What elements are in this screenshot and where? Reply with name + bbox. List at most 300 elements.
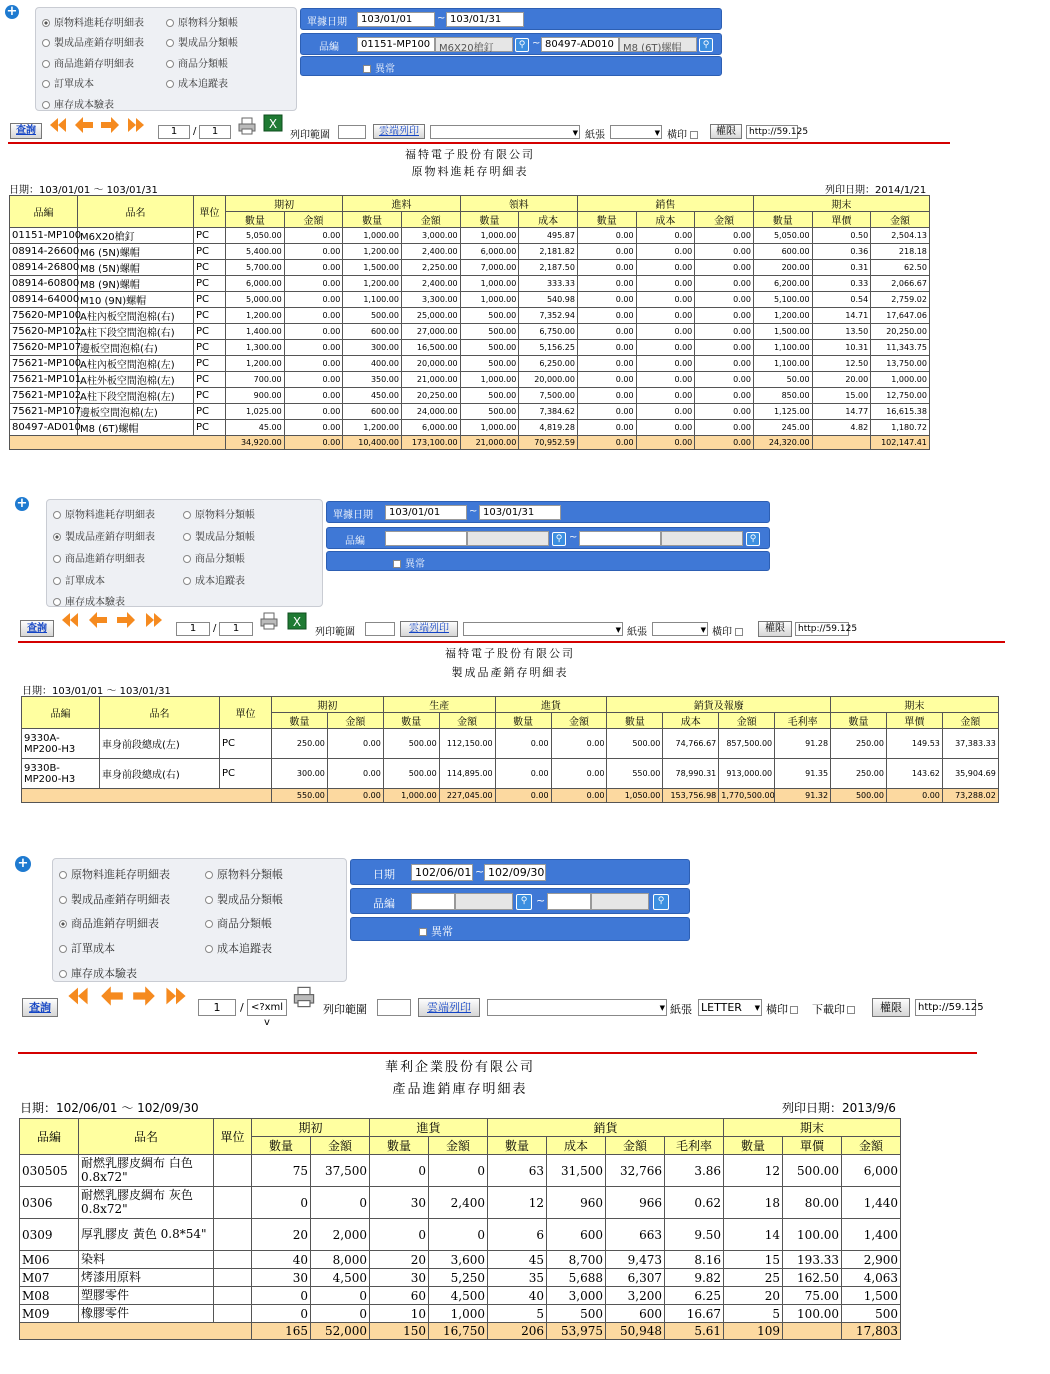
value-cell: 0.00 [577, 340, 636, 356]
value-cell: 2,504.13 [871, 228, 930, 244]
value-cell: 91.28 [775, 729, 831, 759]
unit-cell: PC [194, 388, 226, 404]
value-cell: 63 [488, 1155, 547, 1187]
radio-option[interactable]: 商品進銷存明細表 [53, 550, 145, 565]
query-button[interactable]: 查詢 [22, 998, 58, 1017]
item-no-cell: 08914-26600 [10, 244, 78, 260]
value-cell: 16.67 [665, 1305, 724, 1323]
report-table [21, 696, 999, 803]
value-cell: 2,187.50 [519, 260, 578, 276]
value-cell: 250.00 [831, 729, 887, 759]
print-range-input[interactable] [338, 125, 366, 139]
radio-option[interactable]: 原物料進耗存明細表 [53, 506, 155, 521]
item-no-cell: 9330A-MP200-H3 [22, 729, 100, 759]
radio-option[interactable]: 製成品產銷存明細表 [42, 34, 144, 49]
date-from-input[interactable]: 102/06/01 [411, 864, 473, 881]
download-print-option[interactable]: 下載印 [812, 1001, 859, 1017]
total-cell: 73,288.02 [942, 789, 998, 803]
header-sub: 成本 [547, 1137, 606, 1155]
value-cell: 5 [724, 1305, 783, 1323]
radio-button[interactable] [183, 533, 191, 541]
table-row [20, 1269, 901, 1287]
radio-button[interactable] [59, 871, 67, 879]
value-cell: 10.31 [812, 340, 871, 356]
value-cell: 40 [488, 1287, 547, 1305]
radio-option[interactable]: 製成品分類帳 [205, 891, 283, 907]
radio-button[interactable] [59, 970, 67, 978]
search-icon[interactable]: ⚲ [515, 38, 529, 52]
radio-button[interactable] [205, 871, 213, 879]
unit-cell: PC [194, 244, 226, 260]
table-row [10, 228, 930, 244]
radio-option[interactable]: 製成品產銷存明細表 [59, 891, 170, 907]
current-page-input[interactable]: 1 [176, 622, 210, 636]
radio-option[interactable]: 商品分類帳 [205, 915, 272, 931]
header-group: 生產 [383, 697, 495, 713]
value-cell: 78,990.31 [663, 759, 719, 789]
next-page-icon[interactable] [100, 117, 120, 133]
radio-option[interactable]: 訂單成本 [59, 940, 115, 956]
page-separator: / [213, 623, 217, 634]
value-cell: 0 [429, 1155, 488, 1187]
header-group: 進貨 [495, 697, 607, 713]
header-group: 銷售 [577, 196, 753, 212]
value-cell: 4,500 [311, 1269, 370, 1287]
table-row [10, 372, 930, 388]
radio-option[interactable]: 製成品分類帳 [183, 528, 255, 543]
header-group: 期初 [252, 1119, 370, 1137]
value-cell: 500.00 [460, 388, 519, 404]
add-icon[interactable]: + [15, 856, 31, 872]
url-input[interactable]: http://59.125 [915, 999, 976, 1016]
report-type-panel [46, 499, 323, 607]
value-cell: 600.00 [753, 244, 812, 260]
header-group: 期初 [272, 697, 384, 713]
radio-option[interactable]: 庫存成本驗表 [53, 593, 125, 608]
radio-button[interactable] [205, 920, 213, 928]
header-sub: 金額 [284, 212, 343, 228]
abnormal-option[interactable]: 異常 [363, 60, 395, 75]
total-row [10, 436, 930, 450]
value-cell: 100.00 [783, 1219, 842, 1251]
landscape-option[interactable]: 橫印 [667, 126, 702, 141]
value-cell: 1,000 [429, 1305, 488, 1323]
value-cell: 0.00 [695, 324, 754, 340]
unit-cell [214, 1219, 252, 1251]
value-cell: 5,400.00 [226, 244, 285, 260]
total-cell: 52,000 [311, 1323, 370, 1340]
value-cell: 0 [311, 1305, 370, 1323]
total-cell: 21,000.00 [460, 436, 519, 450]
abnormal-option[interactable]: 異常 [419, 923, 453, 939]
value-cell: 1,440 [842, 1187, 901, 1219]
value-cell: 0.00 [577, 404, 636, 420]
item-no-cell: 030505 [20, 1155, 79, 1187]
header-sub: 數量 [577, 212, 636, 228]
value-cell: 0.00 [577, 324, 636, 340]
value-cell: 6,000.00 [401, 420, 460, 436]
next-page-icon[interactable] [132, 986, 156, 1006]
radio-button[interactable] [183, 555, 191, 563]
download-print-checkbox[interactable] [847, 1006, 855, 1014]
radio-option[interactable]: 庫存成本驗表 [42, 96, 114, 111]
value-cell: 0.00 [284, 404, 343, 420]
radio-option[interactable]: 成本追蹤表 [166, 75, 228, 90]
prev-page-icon[interactable] [88, 612, 108, 628]
cloud-print-button[interactable]: 雲端列印 [418, 998, 480, 1017]
landscape-checkbox[interactable] [790, 1006, 798, 1014]
item-no-cell: 08914-64000 [10, 292, 78, 308]
radio-button[interactable] [166, 39, 174, 47]
radio-button[interactable] [205, 896, 213, 904]
prev-page-icon[interactable] [100, 986, 124, 1006]
value-cell: 1,400.00 [226, 324, 285, 340]
radio-option[interactable]: 商品分類帳 [183, 550, 245, 565]
unit-cell: PC [220, 759, 272, 789]
value-cell: 0 [252, 1305, 311, 1323]
value-cell: 0 [311, 1187, 370, 1219]
total-cell: 0.00 [284, 436, 343, 450]
printer-select[interactable] [430, 125, 580, 139]
search-icon[interactable]: ⚲ [552, 532, 566, 546]
paper-label: 紙張 [585, 130, 605, 141]
radio-option[interactable]: 原物料進耗存明細表 [42, 14, 144, 29]
item-from-input[interactable] [411, 893, 455, 910]
item-to-input[interactable] [579, 531, 661, 546]
unit-cell [214, 1305, 252, 1323]
date-to-input[interactable]: 103/01/31 [479, 505, 561, 520]
paper-select[interactable] [610, 125, 662, 139]
paper-select[interactable]: LETTER ▼ [698, 999, 762, 1016]
item-to-input[interactable]: 80497-AD010 [541, 37, 619, 52]
total-row [22, 789, 999, 803]
value-cell: 1,500.00 [343, 260, 402, 276]
printer-icon[interactable] [259, 612, 279, 633]
value-cell: 1,000.00 [460, 228, 519, 244]
value-cell: 2,250.00 [401, 260, 460, 276]
value-cell: 6,000.00 [460, 244, 519, 260]
value-cell: 1,000.00 [460, 276, 519, 292]
value-cell: 550.00 [607, 759, 663, 789]
paper-select[interactable] [652, 622, 708, 636]
add-icon[interactable]: + [6, 4, 18, 19]
landscape-option[interactable]: 橫印 [766, 1001, 802, 1017]
print-range-input[interactable] [365, 622, 395, 636]
query-button[interactable]: 查詢 [20, 620, 54, 637]
landscape-checkbox[interactable] [690, 131, 698, 139]
current-page-input[interactable]: 1 [158, 125, 190, 139]
table-row [10, 292, 930, 308]
value-cell: 6,307 [606, 1269, 665, 1287]
url-input[interactable]: http://59.125 [795, 622, 849, 636]
radio-option[interactable]: 製成品分類帳 [166, 34, 238, 49]
radio-button[interactable] [205, 945, 213, 953]
value-cell: 31,500 [547, 1155, 606, 1187]
value-cell: 45 [488, 1251, 547, 1269]
value-cell: 1,125.00 [753, 404, 812, 420]
radio-option[interactable]: 成本追蹤表 [183, 572, 245, 587]
unit-cell: PC [194, 276, 226, 292]
value-cell: 6,750.00 [519, 324, 578, 340]
header-sub: 金額 [429, 1137, 488, 1155]
date-from-input[interactable]: 103/01/01 [385, 505, 467, 520]
divider-line [18, 641, 1005, 643]
value-cell: 0.00 [284, 228, 343, 244]
header-sub: 數量 [460, 212, 519, 228]
radio-button[interactable] [166, 60, 174, 68]
header-group: 進貨 [370, 1119, 488, 1137]
header-sub: 數量 [753, 212, 812, 228]
total-cell: 102,147.41 [871, 436, 930, 450]
cloud-print-button[interactable]: 雲端列印 [373, 124, 425, 139]
radio-button[interactable] [53, 511, 61, 519]
item-filter-row [300, 33, 722, 55]
value-cell: 20,250.00 [871, 324, 930, 340]
abnormal-checkbox[interactable] [363, 65, 371, 73]
radio-button[interactable] [42, 19, 50, 27]
item-from-input[interactable] [385, 531, 467, 546]
chevron-down-icon: ▼ [659, 1004, 665, 1012]
radio-button[interactable] [183, 577, 191, 585]
radio-button[interactable] [53, 533, 61, 541]
add-icon[interactable]: + [16, 496, 28, 511]
query-button[interactable]: 查詢 [10, 123, 42, 139]
table-row [10, 340, 930, 356]
radio-button[interactable] [53, 598, 61, 606]
radio-button[interactable] [166, 19, 174, 27]
value-cell: 30 [252, 1269, 311, 1287]
radio-button[interactable] [166, 80, 174, 88]
table-row [20, 1187, 901, 1219]
printer-icon[interactable] [292, 986, 316, 1011]
table-row [20, 1287, 901, 1305]
item-name-cell: M10 (9N)螺帽 [78, 292, 194, 308]
printer-icon[interactable] [237, 117, 257, 138]
permission-button[interactable]: 權限 [710, 124, 742, 139]
total-page-input[interactable]: <?xml v [247, 999, 287, 1016]
abnormal-checkbox[interactable] [393, 560, 401, 568]
value-cell: 5,688 [547, 1269, 606, 1287]
radio-button[interactable] [42, 60, 50, 68]
radio-option[interactable]: 製成品產銷存明細表 [53, 528, 155, 543]
url-input[interactable]: http://59.125 [746, 125, 798, 139]
header-sub: 成本 [636, 212, 695, 228]
date-filter-row [326, 501, 770, 523]
landscape-option[interactable]: 橫印 [712, 623, 747, 638]
value-cell: 1,100.00 [343, 292, 402, 308]
item-from-input[interactable]: 01151-MP100 [357, 37, 435, 52]
header-sub: 金額 [695, 212, 754, 228]
search-icon[interactable]: ⚲ [516, 894, 532, 910]
value-cell: 0.00 [551, 759, 607, 789]
value-cell: 2,400 [429, 1187, 488, 1219]
search-icon[interactable]: ⚲ [699, 38, 713, 52]
radio-option[interactable]: 商品進銷存明細表 [42, 55, 134, 70]
report-type-panel [35, 7, 297, 111]
item-name-cell: M8 (5N)螺帽 [78, 260, 194, 276]
abnormal-option[interactable]: 異常 [393, 555, 425, 570]
value-cell: 91.35 [775, 759, 831, 789]
unit-cell [214, 1269, 252, 1287]
abnormal-checkbox[interactable] [419, 928, 427, 936]
radio-option[interactable]: 原物料分類帳 [205, 866, 283, 882]
value-cell: 0.00 [636, 260, 695, 276]
value-cell: 350.00 [343, 372, 402, 388]
value-cell: 0.00 [284, 292, 343, 308]
date-label: 單據日期 [333, 510, 373, 521]
search-icon[interactable]: ⚲ [653, 894, 669, 910]
radio-option[interactable]: 原物料分類帳 [166, 14, 238, 29]
excel-icon[interactable] [263, 114, 283, 135]
item-no-cell: 08914-26800 [10, 260, 78, 276]
current-page-input[interactable]: 1 [198, 999, 236, 1016]
item-to-name [591, 893, 649, 910]
radio-button[interactable] [42, 101, 50, 109]
item-name-cell: 邊板空間泡棉(右) [78, 340, 194, 356]
range-separator: ~ [469, 506, 478, 517]
header-group: 期末 [753, 196, 929, 212]
value-cell: 0 [252, 1187, 311, 1219]
value-cell: 0.50 [812, 228, 871, 244]
radio-option[interactable]: 商品進銷存明細表 [59, 915, 159, 931]
value-cell: 9,473 [606, 1251, 665, 1269]
radio-option[interactable]: 訂單成本 [42, 75, 94, 90]
excel-icon[interactable] [287, 612, 307, 633]
header-sub: 單價 [783, 1137, 842, 1155]
last-page-icon[interactable] [126, 117, 146, 133]
value-cell: 3,300.00 [401, 292, 460, 308]
value-cell: 0.00 [577, 308, 636, 324]
value-cell: 13.50 [812, 324, 871, 340]
value-cell: 0.00 [577, 244, 636, 260]
radio-button[interactable] [59, 945, 67, 953]
value-cell: 9.82 [665, 1269, 724, 1287]
item-no-cell: 0306 [20, 1187, 79, 1219]
value-cell: 15.00 [812, 388, 871, 404]
radio-button[interactable] [183, 511, 191, 519]
radio-option[interactable]: 原物料分類帳 [183, 506, 255, 521]
value-cell: 17,647.06 [871, 308, 930, 324]
first-page-icon[interactable] [48, 117, 68, 133]
print-range-input[interactable] [377, 999, 411, 1016]
item-name-cell: A柱內板空間泡棉(左) [78, 356, 194, 372]
total-cell: 0.00 [551, 789, 607, 803]
item-label: 品編 [319, 42, 339, 53]
radio-option[interactable]: 訂單成本 [53, 572, 105, 587]
item-name-cell: 耐燃乳膠皮綢布 白色 0.8x72" [79, 1155, 214, 1187]
radio-button[interactable] [53, 555, 61, 563]
date-from-input[interactable]: 103/01/01 [357, 12, 435, 27]
total-page-input[interactable]: 1 [199, 125, 231, 139]
cloud-print-button[interactable]: 雲端列印 [400, 621, 458, 637]
item-to-input[interactable] [547, 893, 591, 910]
value-cell: 1,000.00 [460, 372, 519, 388]
value-cell: 40 [252, 1251, 311, 1269]
item-name-cell: 車身前段總成(右) [100, 759, 220, 789]
prev-page-icon[interactable] [74, 117, 94, 133]
landscape-checkbox[interactable] [735, 628, 743, 636]
date-to-input[interactable]: 103/01/31 [446, 12, 524, 27]
value-cell: 14 [724, 1219, 783, 1251]
first-page-icon[interactable] [66, 986, 90, 1006]
printer-select[interactable] [487, 999, 667, 1016]
header-unit: 單位 [214, 1119, 252, 1155]
value-cell: 0.00 [636, 372, 695, 388]
total-cell: 165 [252, 1323, 311, 1340]
printer-select[interactable] [463, 622, 623, 636]
search-icon[interactable]: ⚲ [746, 532, 760, 546]
table-row [10, 420, 930, 436]
radio-button[interactable] [59, 896, 67, 904]
value-cell: 0.00 [327, 729, 383, 759]
value-cell: 30 [370, 1187, 429, 1219]
value-cell: 2,759.02 [871, 292, 930, 308]
radio-button[interactable] [53, 577, 61, 585]
radio-option[interactable]: 原物料進耗存明細表 [59, 866, 170, 882]
last-page-icon[interactable] [164, 986, 188, 1006]
radio-button[interactable] [42, 39, 50, 47]
permission-button[interactable]: 權限 [872, 998, 910, 1017]
range-separator: ~ [536, 894, 546, 907]
last-page-icon[interactable] [144, 612, 164, 628]
next-page-icon[interactable] [116, 612, 136, 628]
radio-option[interactable]: 商品分類帳 [166, 55, 228, 70]
item-no-cell: 9330B-MP200-H3 [22, 759, 100, 789]
radio-button[interactable] [42, 80, 50, 88]
value-cell: 16,500.00 [401, 340, 460, 356]
value-cell: 5,050.00 [226, 228, 285, 244]
radio-button[interactable] [59, 920, 67, 928]
total-cell [783, 1323, 842, 1340]
item-no-cell: 75621-MP102 [10, 388, 78, 404]
unit-cell: PC [194, 404, 226, 420]
total-row [20, 1323, 901, 1340]
total-cell: 53,975 [547, 1323, 606, 1340]
total-cell: 0.00 [495, 789, 551, 803]
item-no-cell: 75621-MP101 [10, 372, 78, 388]
value-cell: 0.00 [577, 292, 636, 308]
item-name-cell: A柱下段空間泡棉(左) [78, 388, 194, 404]
date-range: 日期：103/01/01 ～ 103/01/31 [22, 686, 171, 697]
print-range-label: 列印範圍 [323, 1003, 367, 1016]
table-row [10, 356, 930, 372]
value-cell: 25,000.00 [401, 308, 460, 324]
item-to-name: M8 (6T)螺帽 [619, 37, 697, 52]
value-cell: 0.00 [695, 404, 754, 420]
item-name-cell: 厚乳膠皮 黃色 0.8*54" [79, 1219, 214, 1251]
first-page-icon[interactable] [60, 612, 80, 628]
total-cell: 150 [370, 1323, 429, 1340]
divider-line [8, 142, 950, 144]
radio-option[interactable]: 成本追蹤表 [205, 940, 272, 956]
range-separator: ~ [475, 865, 485, 878]
header-sub: 金額 [551, 713, 607, 729]
value-cell: 500 [547, 1305, 606, 1323]
total-cell [812, 436, 871, 450]
value-cell: 20,000.00 [519, 372, 578, 388]
permission-button[interactable]: 權限 [758, 621, 792, 637]
date-to-input[interactable]: 102/09/30 [484, 864, 546, 881]
item-no-cell: M09 [20, 1305, 79, 1323]
value-cell: 0.00 [695, 276, 754, 292]
radio-option[interactable]: 庫存成本驗表 [59, 965, 137, 981]
unit-cell: PC [194, 292, 226, 308]
date-filter-row [350, 859, 690, 885]
item-name-cell: A柱外板空間泡棉(左) [78, 372, 194, 388]
value-cell: 5,050.00 [753, 228, 812, 244]
value-cell: 20,250.00 [401, 388, 460, 404]
total-page-input[interactable]: 1 [219, 622, 253, 636]
